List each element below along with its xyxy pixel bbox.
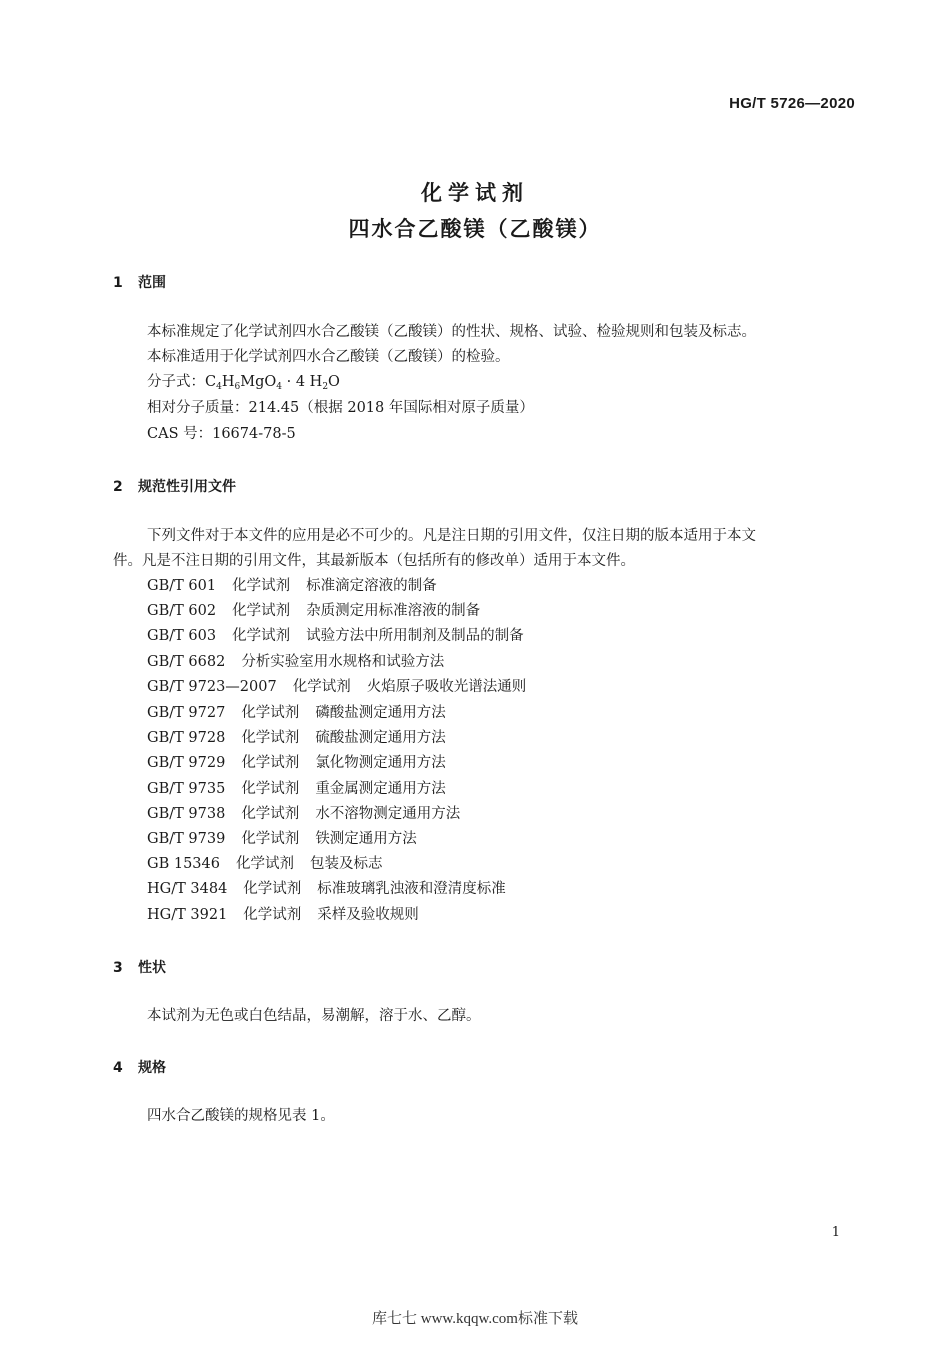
ref-title-sub: 试验方法中所用制剂及制品的制备 — [306, 628, 524, 644]
molecular-weight: 相对分子质量：214.45（根据 2018 年国际相对原子质量） — [147, 400, 534, 416]
ref-title-sub: 火焰原子吸收光谱法通则 — [366, 679, 527, 695]
doc-title-line1: 化学试剂 — [421, 181, 529, 205]
section-title: 范围 — [138, 275, 166, 291]
reference-item — [147, 905, 419, 925]
reference-item — [147, 804, 460, 824]
paragraph: 四水合乙酸镁的规格见表 1。 — [147, 1108, 335, 1124]
ref-code: GB/T 603 — [147, 628, 217, 644]
page-number: 1 — [831, 1225, 840, 1240]
section-4-heading — [113, 1057, 166, 1077]
section-title: 性状 — [138, 960, 166, 976]
ref-code: HG/T 3484 — [147, 881, 228, 897]
section-title: 规范性引用文件 — [138, 479, 236, 495]
ref-title-sub: 重金属测定通用方法 — [315, 781, 446, 797]
reference-item — [147, 576, 437, 596]
reference-item — [147, 854, 382, 874]
ref-title-sub: 水不溶物测定通用方法 — [315, 806, 461, 822]
reference-item — [147, 879, 506, 899]
ref-code: GB/T 9729 — [147, 755, 226, 771]
ref-title-main: 化学试剂 — [241, 806, 300, 822]
section-number: 1 — [113, 275, 123, 291]
ref-title-main: 化学试剂 — [241, 730, 300, 746]
cas-number: CAS 号：16674-78-5 — [147, 426, 296, 442]
section-2-heading — [113, 476, 236, 496]
section-1-heading — [113, 272, 166, 292]
ref-title-main: 化学试剂 — [241, 755, 300, 771]
ref-title-sub: 采样及验收规则 — [317, 907, 419, 923]
ref-title-main: 分析实验室用水规格和试验方法 — [241, 654, 445, 670]
ref-code: GB/T 602 — [147, 603, 217, 619]
reference-item — [147, 677, 526, 697]
ref-title-main: 化学试剂 — [243, 907, 302, 923]
standard-code: HG/T 5726—2020 — [729, 95, 855, 112]
ref-code: GB/T 601 — [147, 578, 217, 594]
ref-code: GB 15346 — [147, 856, 220, 872]
reference-item — [147, 652, 444, 672]
ref-title-sub: 标准滴定溶液的制备 — [306, 578, 437, 594]
reference-item — [147, 753, 446, 773]
ref-title-sub: 铁测定通用方法 — [315, 831, 417, 847]
footer-watermark: 库七七 www.kqqw.com标准下载 — [372, 1311, 578, 1327]
reference-item — [147, 728, 446, 748]
reference-item — [147, 601, 480, 621]
section-3-heading — [113, 957, 166, 977]
section-number: 2 — [113, 479, 123, 495]
ref-title-main: 化学试剂 — [241, 781, 300, 797]
paragraph: 件。凡是不注日期的引用文件，其最新版本（包括所有的修改单）适用于本文件。 — [113, 553, 635, 569]
paragraph: 本试剂为无色或白色结晶，易潮解，溶于水、乙醇。 — [147, 1008, 481, 1024]
ref-title-sub: 标准玻璃乳浊液和澄清度标准 — [317, 881, 506, 897]
ref-code: HG/T 3921 — [147, 907, 228, 923]
reference-item — [147, 626, 524, 646]
reference-item — [147, 779, 446, 799]
ref-title-main: 化学试剂 — [241, 705, 300, 721]
molecular-formula: 分子式：$C_4H_6MgO_4 \cdot 4$ $H_2O$ — [147, 374, 340, 392]
ref-title-main: 化学试剂 — [232, 578, 291, 594]
ref-title-main: 化学试剂 — [232, 628, 291, 644]
paragraph: 下列文件对于本文件的应用是必不可少的。凡是注日期的引用文件，仅注日期的版本适用于本文 — [147, 528, 756, 544]
ref-code: GB/T 9727 — [147, 705, 226, 721]
ref-code: GB/T 9735 — [147, 781, 226, 797]
section-number: 3 — [113, 960, 123, 976]
ref-code: GB/T 6682 — [147, 654, 226, 670]
ref-title-sub: 氯化物测定通用方法 — [315, 755, 446, 771]
ref-title-main: 化学试剂 — [232, 603, 291, 619]
ref-title-main: 化学试剂 — [292, 679, 351, 695]
ref-title-main: 化学试剂 — [241, 831, 300, 847]
doc-title-line2: 四水合乙酸镁（乙酸镁） — [348, 217, 602, 241]
ref-title-sub: 硫酸盐测定通用方法 — [315, 730, 446, 746]
reference-item — [147, 829, 417, 849]
ref-title-sub: 包装及标志 — [309, 856, 383, 872]
ref-title-main: 化学试剂 — [243, 881, 302, 897]
section-number: 4 — [113, 1060, 123, 1076]
ref-code: GB/T 9728 — [147, 730, 226, 746]
reference-item — [147, 703, 446, 723]
formula-label: 分子式： — [147, 374, 205, 390]
section-title: 规格 — [138, 1060, 166, 1076]
ref-title-sub: 杂质测定用标准溶液的制备 — [306, 603, 481, 619]
paragraph: 本标准适用于化学试剂四水合乙酸镁（乙酸镁）的检验。 — [147, 349, 510, 365]
ref-title-main: 化学试剂 — [235, 856, 294, 872]
ref-title-sub: 磷酸盐测定通用方法 — [315, 705, 446, 721]
ref-code: GB/T 9738 — [147, 806, 226, 822]
paragraph: 本标准规定了化学试剂四水合乙酸镁（乙酸镁）的性状、规格、试验、检验规则和包装及标志。 — [147, 324, 756, 340]
ref-code: GB/T 9723—2007 — [147, 679, 277, 695]
ref-code: GB/T 9739 — [147, 831, 226, 847]
